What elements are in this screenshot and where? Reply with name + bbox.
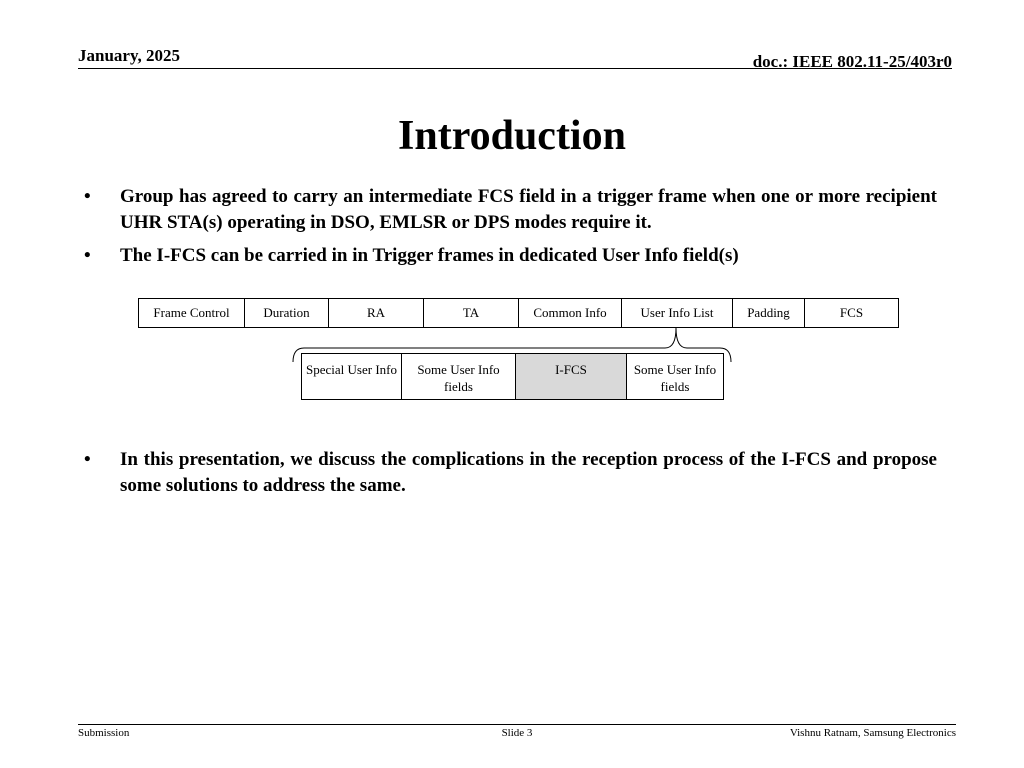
footer-divider [78, 724, 956, 725]
header-doc-id: doc.: IEEE 802.11-25/403r0 [752, 52, 952, 71]
header-divider [78, 68, 952, 69]
bullet-text: The I-FCS can be carried in in Trigger frames in dedicated User Info field(s) [120, 245, 739, 266]
footer-submission: Submission [78, 727, 130, 739]
bullet-marker: • [84, 245, 91, 266]
user-info-list-breakdown [301, 353, 724, 400]
field-duration: Duration [245, 299, 329, 327]
field-padding: Padding [733, 299, 805, 327]
footer-slide-number: Slide 3 [501, 727, 533, 739]
trigger-frame-format [138, 298, 899, 328]
field-fcs: FCS [839, 305, 864, 320]
field-ra: RA [329, 299, 424, 327]
field-frame-control: Frame Control [139, 299, 245, 327]
bullet-text: Group has agreed to carry an intermediate FCS field in a trigger frame when one or more recipient UHR STA(s) operating in DSO, EMLSR or DPS modes require it. [120, 186, 937, 233]
bullet-marker: • [84, 449, 91, 470]
footer-author: Vishnu Ratnam, Samsung Electronics [789, 727, 956, 739]
field-user-info-list: User Info List [622, 299, 733, 327]
slide-title: Introduction [398, 113, 626, 159]
header-date: January, 2025 [78, 46, 181, 65]
bullet-item-2 [84, 243, 937, 269]
field-ta: TA [424, 299, 519, 327]
bullet-item-1 [84, 184, 937, 236]
bullet-item-3 [84, 447, 937, 499]
subfield-special-user-info: Special User Info [302, 354, 402, 399]
field-common-info: Common Info [519, 299, 622, 327]
subfield-some-user-info-fields-2: Some User Info fields [633, 362, 717, 394]
subfield-some-user-info-fields: Some User Info fields [402, 354, 516, 399]
bullet-text: In this presentation, we discuss the complications in the reception process of the I-FCS and propose some solutions to address the same. [120, 449, 937, 496]
subfield-i-fcs: I-FCS [516, 354, 627, 399]
bullet-marker: • [84, 186, 91, 207]
